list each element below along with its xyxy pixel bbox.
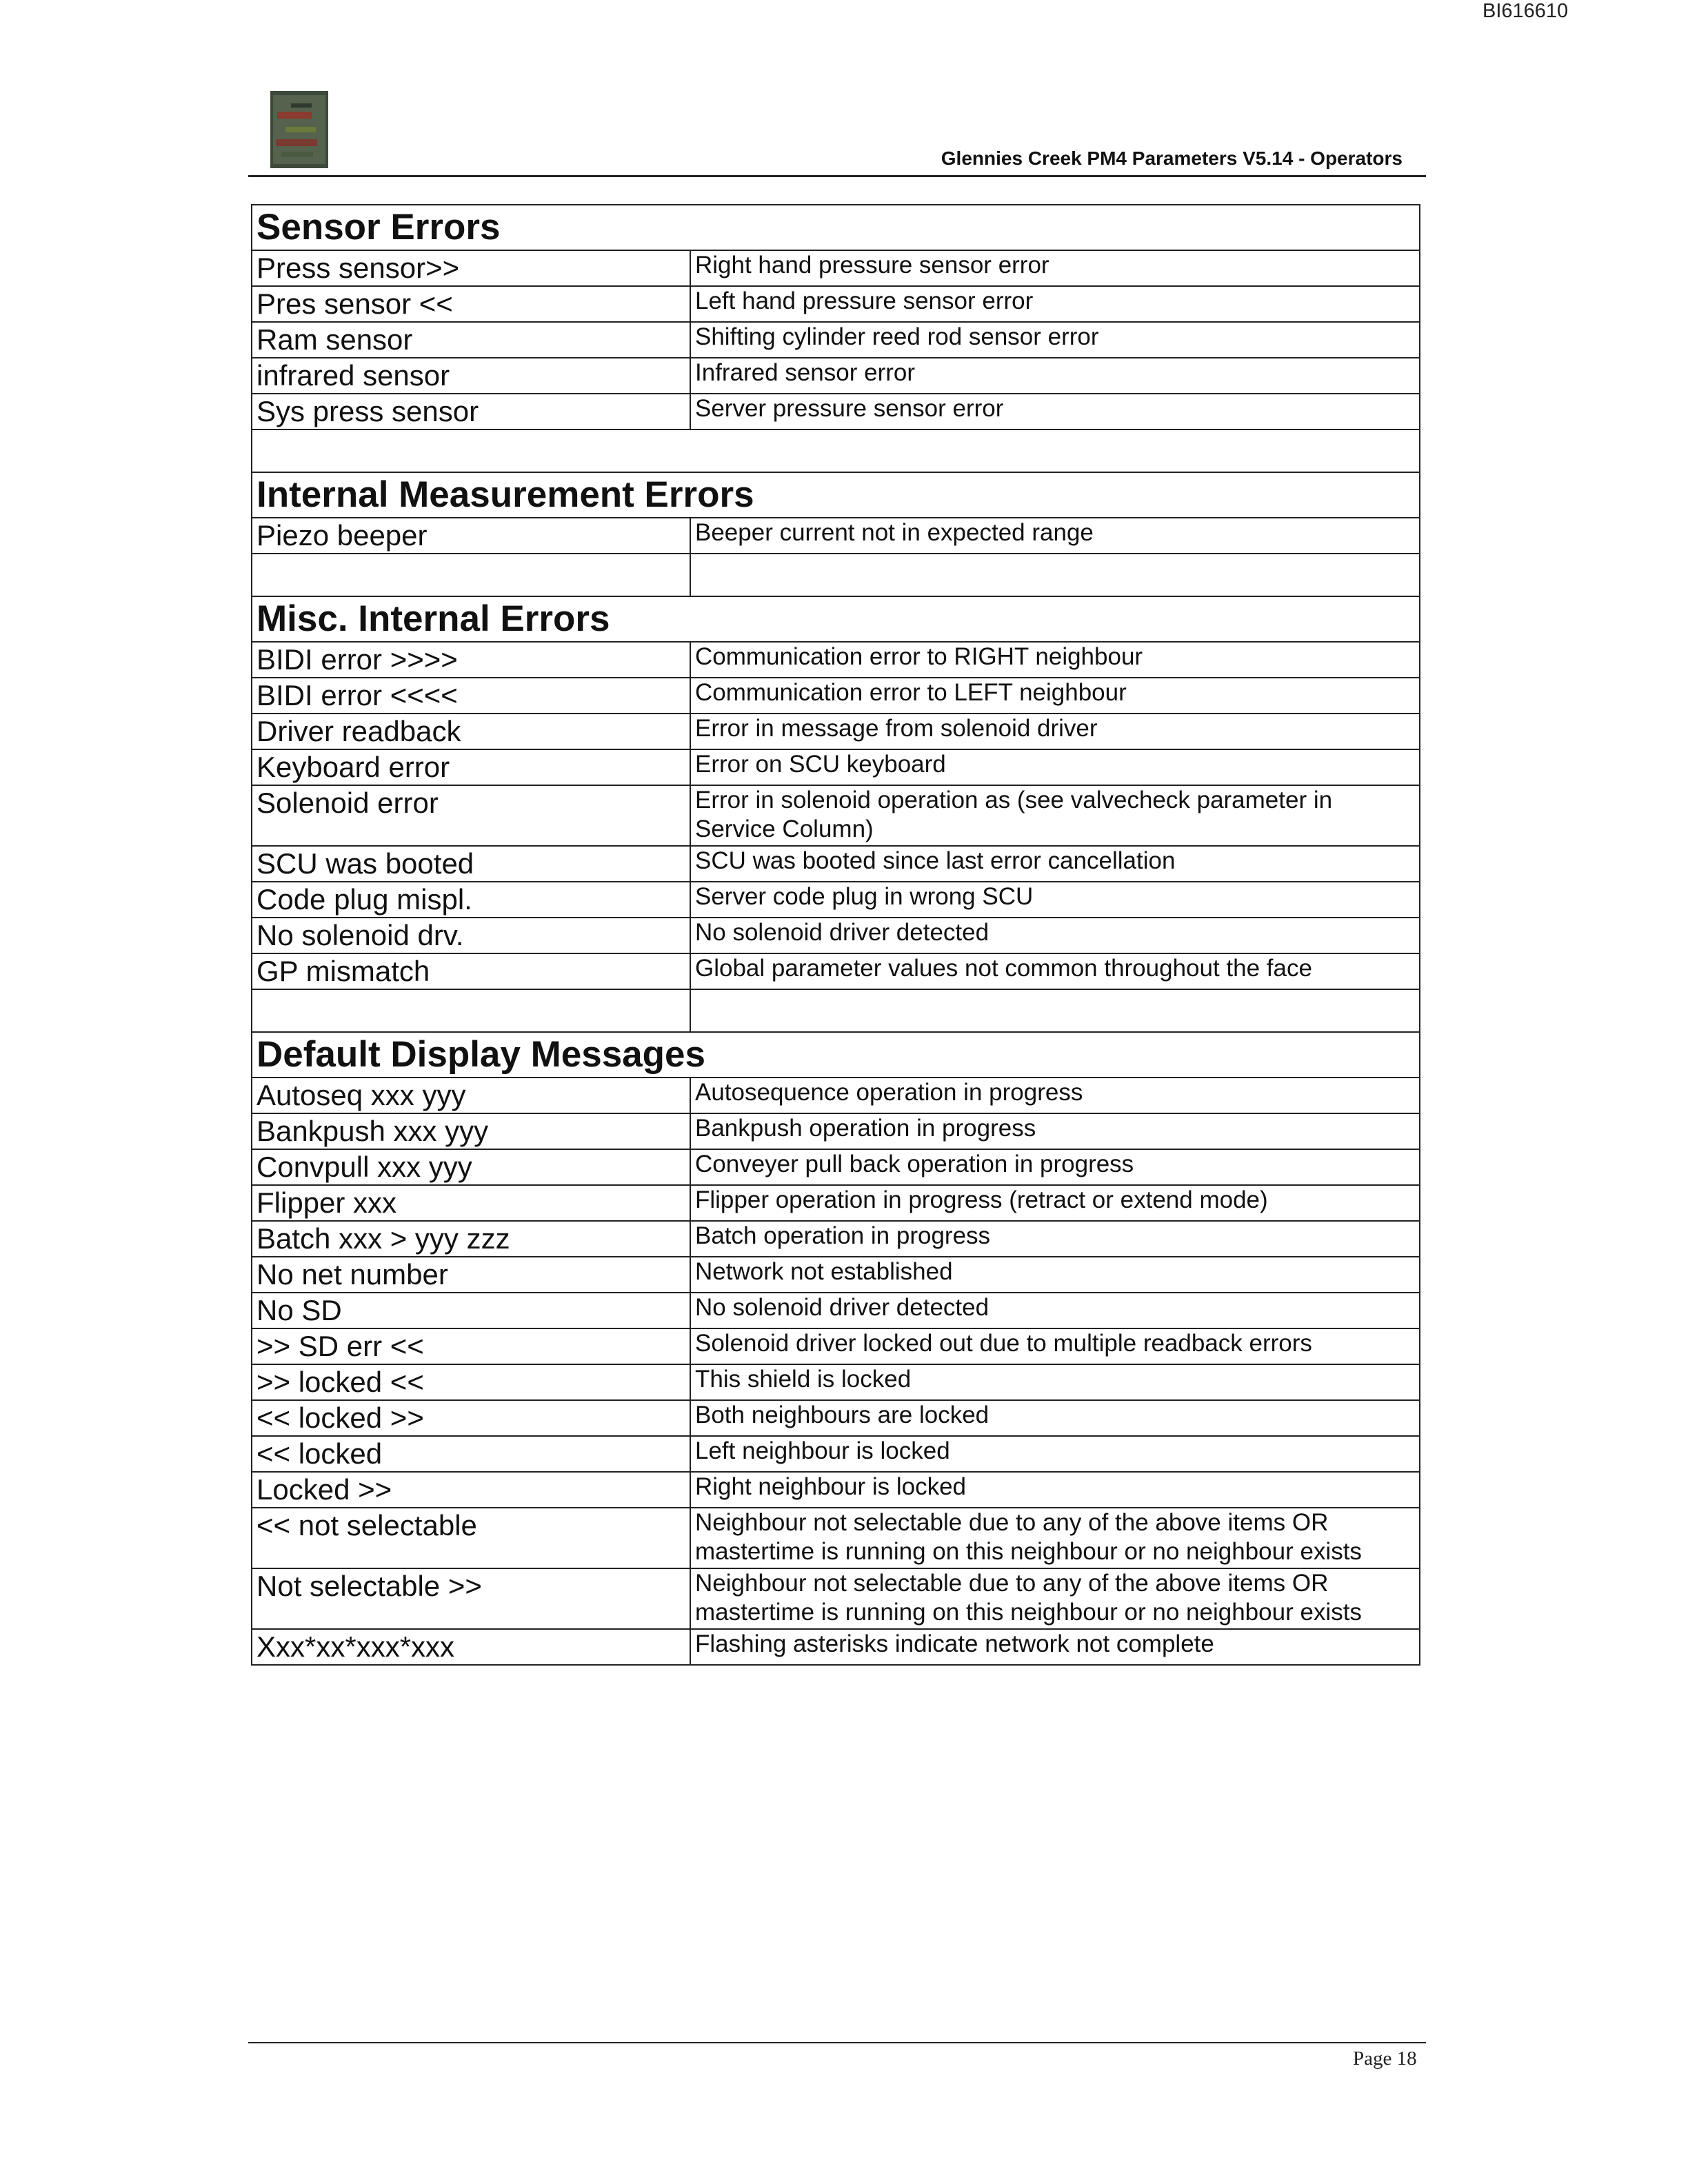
company-logo <box>270 91 328 168</box>
message-description: Left neighbour is locked <box>690 1436 1420 1472</box>
message-description: Shifting cylinder reed rod sensor error <box>690 322 1420 358</box>
message-description: No solenoid driver detected <box>690 918 1420 953</box>
message-key: >> locked << <box>252 1364 690 1400</box>
message-key: Locked >> <box>252 1472 690 1508</box>
message-description: Bankpush operation in progress <box>690 1113 1420 1149</box>
message-key: << locked <box>252 1436 690 1472</box>
message-key: Bankpush xxx yyy <box>252 1113 690 1149</box>
message-description: SCU was booted since last error cancellation <box>690 846 1420 882</box>
document-id: BI616610 <box>1483 0 1569 22</box>
message-key: Ram sensor <box>252 322 690 358</box>
table-row <box>252 1221 1420 1257</box>
message-description: Server pressure sensor error <box>690 394 1420 429</box>
message-key: Autoseq xxx yyy <box>252 1078 690 1113</box>
message-key: Driver readback <box>252 714 690 749</box>
table-row <box>252 1400 1420 1436</box>
message-description: Solenoid driver locked out due to multiple readback errors <box>690 1328 1420 1364</box>
table-row <box>252 1568 1420 1629</box>
table-row <box>252 785 1420 846</box>
message-description: Flipper operation in progress (retract or extend mode) <box>690 1185 1420 1221</box>
table-row <box>252 678 1420 714</box>
message-key: No solenoid drv. <box>252 918 690 953</box>
table-row <box>252 1293 1420 1328</box>
empty-cell <box>252 429 1420 472</box>
message-description: Error on SCU keyboard <box>690 749 1420 785</box>
section-header-row <box>252 596 1420 642</box>
message-description: No solenoid driver detected <box>690 1293 1420 1328</box>
table-row <box>252 1149 1420 1185</box>
message-description: Communication error to LEFT neighbour <box>690 678 1420 714</box>
table-row <box>252 1629 1420 1665</box>
message-key: Batch xxx > yyy zzz <box>252 1221 690 1257</box>
message-description: Right neighbour is locked <box>690 1472 1420 1508</box>
document-header-title: Glennies Creek PM4 Parameters V5.14 - Operators <box>941 148 1403 169</box>
message-key: No SD <box>252 1293 690 1328</box>
message-description: Both neighbours are locked <box>690 1400 1420 1436</box>
message-key: Pres sensor << <box>252 286 690 322</box>
table-row <box>252 394 1420 429</box>
table-row <box>252 749 1420 785</box>
message-key: Solenoid error <box>252 785 690 846</box>
message-description: Communication error to RIGHT neighbour <box>690 642 1420 678</box>
message-key: Xxx*xx*xxx*xxx <box>252 1629 690 1665</box>
message-key: GP mismatch <box>252 953 690 989</box>
empty-cell <box>252 989 690 1032</box>
message-description: Infrared sensor error <box>690 358 1420 394</box>
table-row <box>252 882 1420 918</box>
parameters-table <box>251 204 1420 1666</box>
table-row <box>252 250 1420 286</box>
message-description: Batch operation in progress <box>690 1221 1420 1257</box>
section-header-row <box>252 205 1420 250</box>
table-row <box>252 1472 1420 1508</box>
footer-divider <box>248 2042 1426 2043</box>
message-description: Beeper current not in expected range <box>690 518 1420 554</box>
message-key: No net number <box>252 1257 690 1293</box>
section-title: Sensor Errors <box>252 205 1420 250</box>
message-description: This shield is locked <box>690 1364 1420 1400</box>
table-row <box>252 358 1420 394</box>
table-row <box>252 918 1420 953</box>
table-row <box>252 1185 1420 1221</box>
table-row <box>252 1328 1420 1364</box>
table-row <box>252 1113 1420 1149</box>
table-row <box>252 1364 1420 1400</box>
message-key: << not selectable <box>252 1508 690 1568</box>
message-description: Error in message from solenoid driver <box>690 714 1420 749</box>
message-key: Piezo beeper <box>252 518 690 554</box>
empty-cell <box>252 554 690 596</box>
table-row <box>252 286 1420 322</box>
table-row <box>252 1436 1420 1472</box>
spacer-row <box>252 554 1420 596</box>
message-key: Code plug mispl. <box>252 882 690 918</box>
spacer-row <box>252 989 1420 1032</box>
table-row <box>252 518 1420 554</box>
section-title: Misc. Internal Errors <box>252 596 1420 642</box>
table-row <box>252 1078 1420 1113</box>
message-description: Global parameter values not common throughout the face <box>690 953 1420 989</box>
message-key: BIDI error <<<< <box>252 678 690 714</box>
spacer-row <box>252 429 1420 472</box>
table-row <box>252 953 1420 989</box>
message-key: SCU was booted <box>252 846 690 882</box>
message-key: << locked >> <box>252 1400 690 1436</box>
message-description: Error in solenoid operation as (see valvecheck parameter in Service Column) <box>690 785 1420 846</box>
message-key: infrared sensor <box>252 358 690 394</box>
section-header-row <box>252 1032 1420 1078</box>
page-number: Page 18 <box>1353 2048 1417 2070</box>
table-row <box>252 714 1420 749</box>
message-key: Convpull xxx yyy <box>252 1149 690 1185</box>
message-description: Server code plug in wrong SCU <box>690 882 1420 918</box>
message-description: Flashing asterisks indicate network not complete <box>690 1629 1420 1665</box>
table-row <box>252 1508 1420 1568</box>
table-row <box>252 1257 1420 1293</box>
section-header-row <box>252 472 1420 518</box>
message-description: Left hand pressure sensor error <box>690 286 1420 322</box>
message-description: Conveyer pull back operation in progress <box>690 1149 1420 1185</box>
message-key: Keyboard error <box>252 749 690 785</box>
message-key: Press sensor>> <box>252 250 690 286</box>
message-description: Network not established <box>690 1257 1420 1293</box>
message-description: Neighbour not selectable due to any of the above items OR mastertime is running on this neighbour or no neighbour exists <box>690 1568 1420 1629</box>
section-title: Internal Measurement Errors <box>252 472 1420 518</box>
message-key: >> SD err << <box>252 1328 690 1364</box>
header-divider <box>248 175 1426 177</box>
message-key: BIDI error >>>> <box>252 642 690 678</box>
empty-cell <box>690 989 1420 1032</box>
message-key: Sys press sensor <box>252 394 690 429</box>
message-key: Not selectable >> <box>252 1568 690 1629</box>
message-description: Autosequence operation in progress <box>690 1078 1420 1113</box>
message-key: Flipper xxx <box>252 1185 690 1221</box>
table-row <box>252 642 1420 678</box>
table-row <box>252 846 1420 882</box>
message-description: Neighbour not selectable due to any of the above items OR mastertime is running on this neighbour or no neighbour exists <box>690 1508 1420 1568</box>
table-row <box>252 322 1420 358</box>
section-title: Default Display Messages <box>252 1032 1420 1078</box>
empty-cell <box>690 554 1420 596</box>
message-description: Right hand pressure sensor error <box>690 250 1420 286</box>
